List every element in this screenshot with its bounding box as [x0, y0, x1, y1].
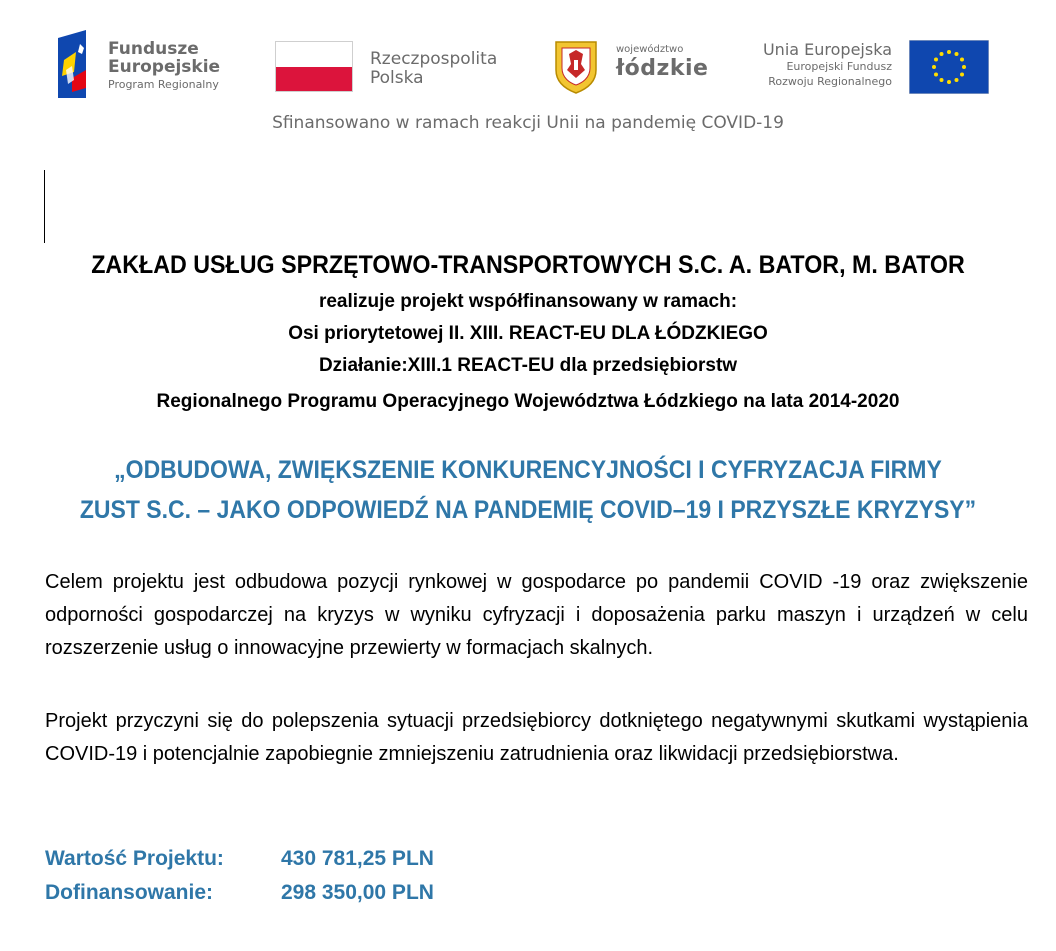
polish-flag-icon [275, 41, 353, 92]
company-name: ZAKŁAD USŁUG SPRZĘTOWO-TRANSPORTOWYCH S.C. A. BATOR, M. BATOR [91, 251, 965, 279]
fundusze-europejskie-logo-icon [58, 30, 96, 98]
paragraph-project-goal: Celem projektu jest odbudowa pozycji rynkowej w gospodarce po pandemii COVID -19 oraz zwiększenie odporności gospodarczej na kryzys w wyniku cyfryzacji i doposażenia parku maszyn i urządzeń w celu rozszerzenie usług o innowacyjne przewierty w formacjach skalnych. [45, 571, 1028, 659]
header-line-os-priorytetowa: Osi priorytetowej II. XIII. REACT-EU DLA ŁÓDZKIEGO [288, 323, 768, 344]
fe-line3: Program Regionalny [108, 78, 219, 91]
lodzkie-coat-of-arms-icon [554, 40, 598, 94]
project-value: 430 781,25 PLN [281, 847, 434, 870]
eu-flag-icon [909, 40, 989, 94]
cofinancing-label: Dofinansowanie: [45, 881, 214, 904]
cofinancing-value: 298 350,00 PLN [281, 881, 434, 904]
header-line-realizuje: realizuje projekt współfinansowany w ramach: [318, 291, 738, 312]
rzeczpospolita-polska-label [370, 50, 497, 88]
header-line-dzialanie: Działanie:XIII.1 REACT-EU dla przedsiębiorstw [318, 355, 738, 376]
header-line-program: Regionalnego Programu Operacyjnego Województwa Łódzkiego na lata 2014-2020 [156, 391, 900, 412]
project-value-label: Wartość Projektu: [45, 847, 224, 870]
lodz-small: województwo [616, 44, 684, 55]
rp-line1: Rzeczpospolita [370, 49, 498, 69]
ue-line1: Unia Europejska [762, 40, 892, 59]
fe-line1: Fundusze [108, 39, 199, 59]
project-title-line2: ZUST S.C. – JAKO ODPOWIEDŹ NA PANDEMIĘ COVID–19 I PRZYSZŁE KRYZYSY” [79, 496, 977, 524]
lodz-big: łódzkie [616, 56, 709, 81]
ue-line3: Rozwoju Regionalnego [768, 75, 892, 88]
text-cursor [44, 170, 45, 243]
unia-europejska-label [752, 40, 892, 89]
paragraph-project-impact: Projekt przyczyni się do polepszenia sytuacji przedsiębiorcy dotkniętego negatywnymi skutkami wystąpienia COVID-19 i potencjalnie zapobiegnie zmniejszeniu zatrudnienia oraz likwidacji przedsiębiorstwa. [45, 710, 1028, 765]
fundusze-europejskie-label [108, 40, 220, 93]
fe-line2: Europejskie [108, 57, 221, 77]
project-title-line1: „ODBUDOWA, ZWIĘKSZENIE KONKURENCYJNOŚCI I CYFRYZACJA FIRMY [114, 456, 942, 484]
lodzkie-label [616, 44, 708, 82]
funding-statement: Sfinansowano w ramach reakcji Unii na pandemię COVID-19 [272, 113, 784, 133]
rp-line2: Polska [370, 68, 424, 88]
ue-line2: Europejski Fundusz [786, 60, 892, 73]
